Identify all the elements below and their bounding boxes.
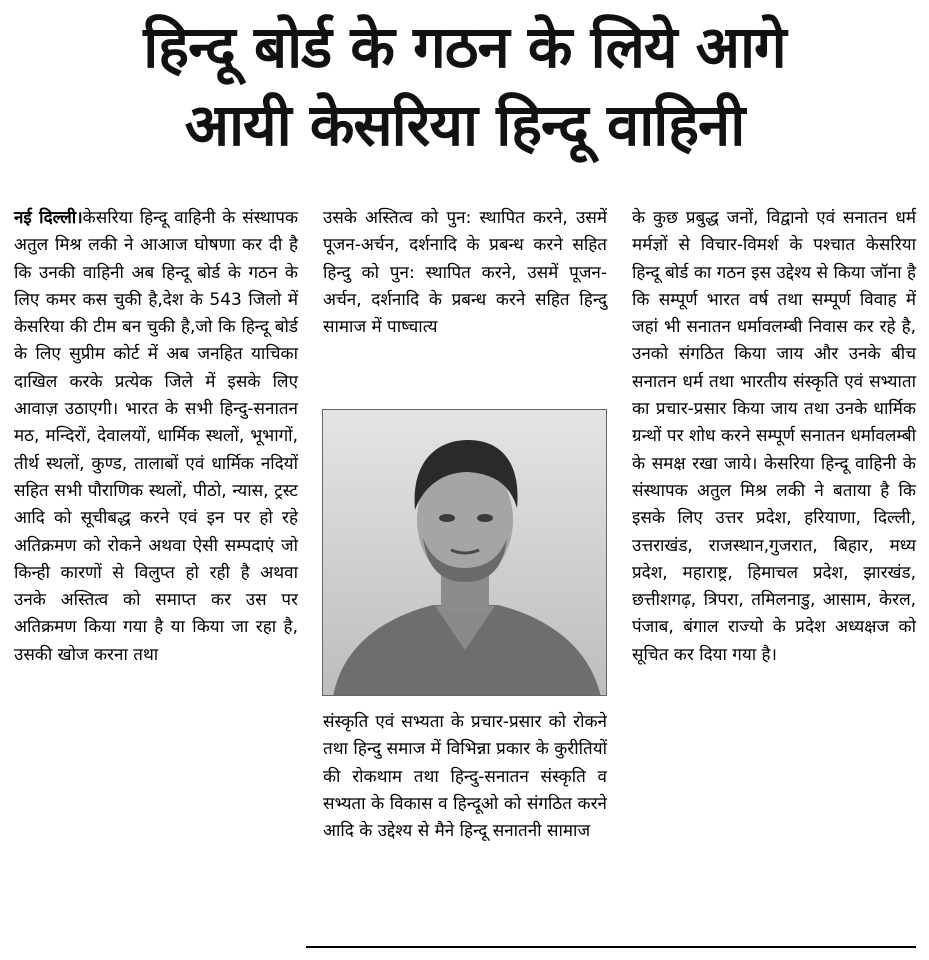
article-column-2-bottom: [323, 709, 607, 845]
headline-line-1: हिन्दू बोर्ड के गठन के लिये आगे: [143, 13, 786, 81]
column-2-top-text: उसके अस्तित्व को पुन: स्थापित करने, उसमें पूजन-अर्चन, दर्शनादि के प्रबन्ध करने सहित हिन्दु को पुन: स्थापित करने, उसमें पूजन-अर्चन, दर्शनादि के प्रबन्ध करने सहित हिन्दु सामाज में पाष्चात्य: [323, 208, 607, 338]
column-1-text: केसरिया हिन्दू वाहिनी के संस्थापक अतुल मिश्र लकी ने आआज घोषणा कर दी है कि उनकी वाहिनी अब हिन्दू बोर्ड के गठन के लिए कमर कस चुकी है,देश के 543 जिलो में केसरिया की टीम बन चुकी है,जो कि हिन्दू बोर्ड के लिए सुप्रीम कोर्ट में अब जनहित याचिका दाखिल करके प्रत्येक जिले में इसके लिए आवाज़ उठाएगी। भारत के सभी हिन्दु-सनातन मठ, मन्दिरों, देवालयों, धार्मिक स्थलों, भूभागों, तीर्थ स्थलों, कुण्ड, तालाबों एवं धार्मिक नदियों सहित सभी पौराणिक स्थलों, पीठो, न्यास, ट्रस्ट आदि को सूचीबद्ध करने एवं इन पर हो रहे अतिक्रमण को रोकने अथवा ऐसी सम्पदाएं जो किन्ही कारणों से विलुप्त हो रही है अथवा उनके अस्तित्व को समाप्त कर उस पर अतिक्रमण किया गया है या किया जा रहा है, उसकी खोज करना तथा: [14, 208, 298, 665]
portrait-photo-icon: [323, 410, 607, 696]
article-column-2-top: [323, 205, 607, 341]
dateline: नई दिल्ली।: [14, 208, 83, 228]
column-3-text: के कुछ प्रबुद्ध जनों, विद्वानो एवं सनातन धर्म मर्मज्ञों से विचार-विमर्श के पश्चात केसरिया हिन्दू बोर्ड का गठन इस उद्देश्य से किया जॉना है कि सम्पूर्ण भारत वर्ष तथा सम्पूर्ण विवाह में जहां भी सनातन धर्मावलम्बी निवास कर रहे है, उनको संगठित किया जाय और उनके बीच सनातन धर्म तथा भारतीय संस्कृति एवं सभ्याता का प्रचार-प्रसार किया जाय तथा उनके धार्मिक ग्रन्थों पर शोध करने सम्पूर्ण सनातन धर्मावलम्बी के समक्ष रखा जाये। केसरिया हिन्दू वाहिनी के संस्थापक अतुल मिश्र लकी ने बताया है कि इसके लिए उत्तर प्रदेश, हरियाणा, दिल्ली, उत्तराखंड, राजस्थान,गुजरात, बिहार, मध्य प्रदेश, महाराष्ट्र, हिमाचल प्रदेश, झारखंड, छत्तीशगढ़, त्रिपरा, तमिलनाडु, आसाम, केरल, पंजाब, बंगाल राज्यो के प्रदेश अध्यक्षज को सूचित कर दिया गया है।: [632, 208, 916, 665]
bottom-rule: [306, 946, 916, 948]
headline: [0, 8, 929, 164]
portrait-photo: [322, 409, 607, 696]
article-column-3: [632, 205, 916, 669]
article-column-1: [14, 205, 298, 669]
column-2-bottom-text: संस्कृति एवं सभ्यता के प्रचार-प्रसार को रोकने तथा हिन्दु समाज में विभिन्ना प्रकार के कुरीतियों की रोकथाम तथा हिन्दु-सनातन संस्कृति व सभ्यता के विकास व हिन्दूओ को संगठित करने आदि के उद्देश्य से मैने हिन्दू सनातनी सामाज: [323, 712, 607, 842]
headline-line-2: आयी केसरिया हिन्दू वाहिनी: [184, 91, 745, 159]
